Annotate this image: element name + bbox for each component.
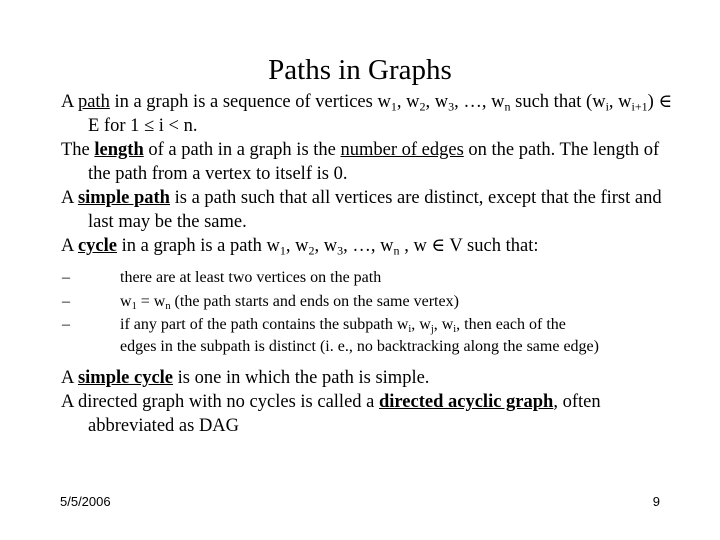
- text: of a path in a graph is the: [143, 140, 341, 160]
- subscript: 3: [448, 99, 455, 114]
- text: , w: [285, 236, 309, 256]
- footer-date: 5/5/2006: [60, 494, 111, 509]
- list-item: – there are at least two vertices on the path: [62, 269, 382, 286]
- text: , w: [314, 236, 338, 256]
- text: The: [61, 140, 95, 160]
- text: A directed graph with no cycles is called a: [61, 392, 379, 412]
- term-directed-acyclic-graph: directed acyclic graph: [379, 392, 554, 412]
- text: , w: [608, 92, 632, 112]
- subscript: 2: [419, 99, 426, 114]
- subscript: 1: [390, 99, 397, 114]
- length-definition: [61, 138, 681, 186]
- subscript: n: [393, 243, 400, 258]
- subscript: i: [453, 324, 457, 336]
- text: w: [120, 293, 132, 310]
- path-definition: [61, 90, 681, 138]
- subscript: 1: [279, 243, 286, 258]
- term-cycle: cycle: [77, 236, 117, 256]
- text: , then each of the: [456, 316, 566, 333]
- text: (the path starts and ends on the same vertex): [170, 293, 459, 310]
- subscript: n: [504, 99, 511, 114]
- page-number: 9: [652, 494, 660, 509]
- subscript: j: [430, 324, 434, 336]
- text: , w: [396, 92, 420, 112]
- cycle-conditions-list: [61, 266, 681, 358]
- term-simple-cycle: simple cycle: [77, 368, 174, 388]
- text: is one in which the path is simple.: [173, 368, 430, 388]
- text: in a graph is a sequence of vertices w: [109, 92, 391, 112]
- text: A: [61, 236, 78, 256]
- subscript: 1: [131, 301, 137, 313]
- text: is a path such that all vertices are distinct, except that the first and last may be the same.: [88, 188, 662, 232]
- text: , often abbreviated as DAG: [88, 392, 601, 436]
- subscript: i+1: [631, 99, 648, 114]
- subscript: 2: [308, 243, 315, 258]
- slide-title: Paths in Graphs: [268, 54, 452, 86]
- cycle-definition: [61, 234, 681, 258]
- text: if any part of the path contains the subpath w: [120, 316, 409, 333]
- text: ) ∈ E for 1 ≤ i < n.: [88, 92, 673, 136]
- subscript: n: [165, 301, 171, 313]
- term-path: path: [77, 92, 110, 112]
- subscript: 3: [337, 243, 344, 258]
- term-simple-path: simple path: [77, 188, 170, 208]
- text: = w: [136, 293, 166, 310]
- text: , w: [411, 316, 431, 333]
- text: , w: [425, 92, 449, 112]
- text: in a graph is a path w: [117, 236, 280, 256]
- simple-cycle-definition: [61, 366, 681, 390]
- list-item: – if any part of the path contains the subpath $w_i$, $w_j$, $w_i$, then each of the edges in the subpath is distinct (i. e., no backtracking along the same edge): [61, 314, 681, 358]
- text: A: [61, 188, 78, 208]
- slide-body: [61, 90, 681, 438]
- dag-definition: [61, 390, 681, 438]
- subscript: i: [408, 324, 412, 336]
- text: edges in the subpath is distinct (i. e., no backtracking along the same edge): [120, 338, 599, 355]
- text: A: [61, 92, 78, 112]
- text: A: [61, 368, 78, 388]
- subscript: i: [605, 99, 609, 114]
- simple-path-definition: [61, 186, 681, 234]
- text: , w: [433, 316, 454, 333]
- text: there are at least two vertices on the path: [120, 269, 382, 286]
- text: , …, w: [343, 236, 394, 256]
- text: , w ∈ V such that:: [399, 236, 539, 256]
- text: on the path. The length of the path from a vertex to itself is 0.: [88, 140, 660, 184]
- text: such that (w: [510, 92, 606, 112]
- term-number-of-edges: number of edges: [340, 140, 464, 160]
- text: , …, w: [454, 92, 505, 112]
- list-item: – $w_1 = w_n$ (the path starts and ends on the same vertex): [62, 293, 459, 313]
- term-length: length: [94, 140, 144, 160]
